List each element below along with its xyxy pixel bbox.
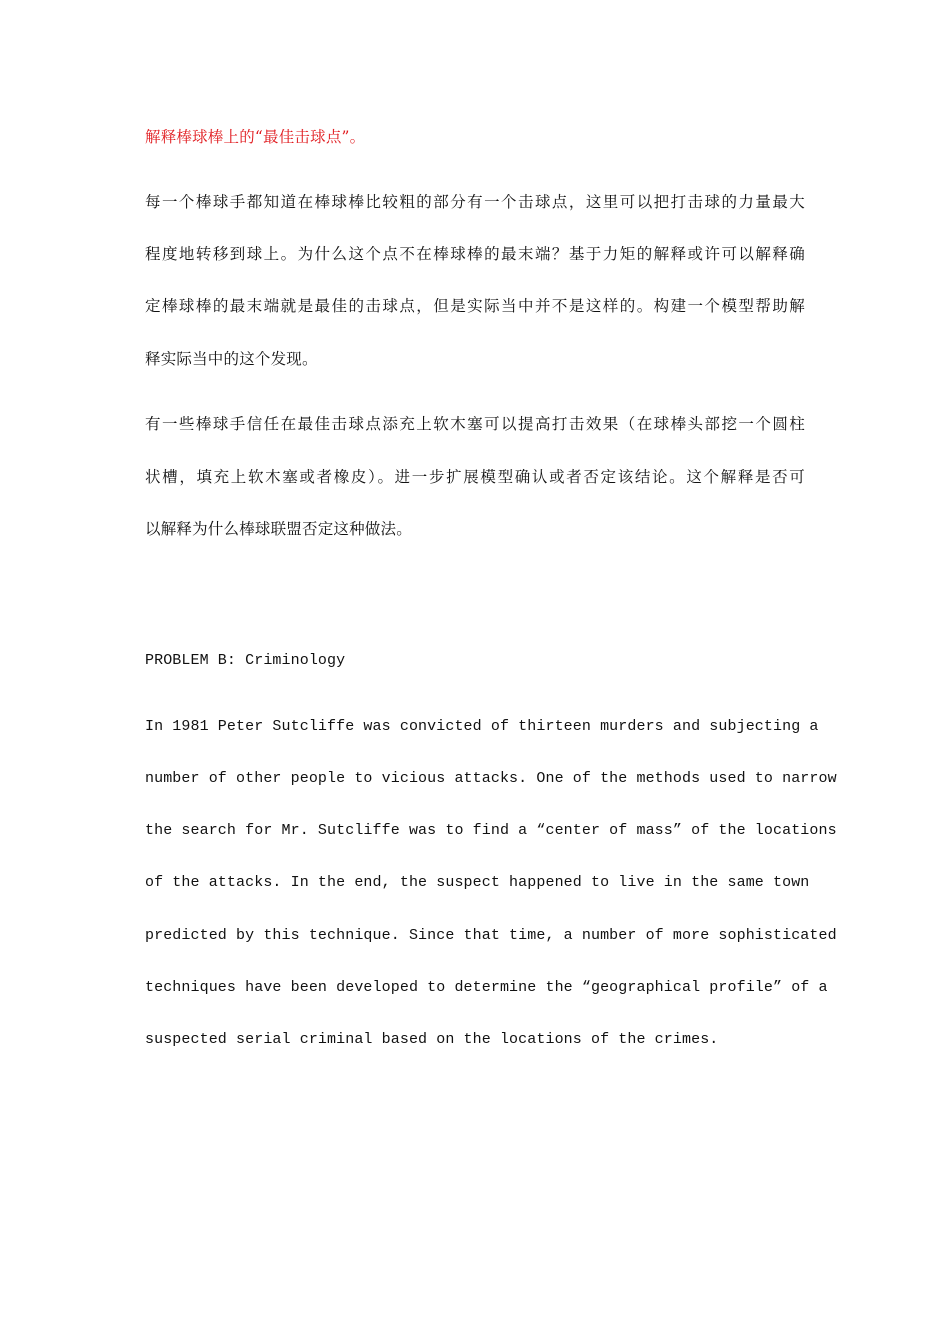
problem-b-line-5: predicted by this technique. Since that time, a number of more sophisticated bbox=[145, 927, 837, 944]
problem-b-line-2: number of other people to vicious attacks. One of the methods used to narrow bbox=[145, 770, 837, 787]
problem-b-line-6: techniques have been developed to determine the “geographical profile” of a bbox=[145, 979, 828, 996]
problem-b-line-4: of the attacks. In the end, the suspect happened to live in the same town bbox=[145, 874, 810, 891]
problem-a-para2-line-2: 状槽，填充上软木塞或者橡皮）。进一步扩展模型确认或者否定该结论。这个解释是否可 bbox=[145, 468, 805, 486]
problem-b-line-7: suspected serial criminal based on the locations of the crimes. bbox=[145, 1031, 719, 1048]
problem-b-line-3: the search for Mr. Sutcliffe was to find a “center of mass” of the locations bbox=[145, 822, 837, 839]
problem-b-heading: PROBLEM B: Criminology bbox=[145, 652, 346, 669]
problem-a-para1-line-4: 释实际当中的这个发现。 bbox=[145, 350, 318, 368]
problem-a-title: 解释棒球棒上的“最佳击球点”。 bbox=[145, 128, 366, 146]
problem-b-line-1: In 1981 Peter Sutcliffe was convicted of thirteen murders and subjecting a bbox=[145, 718, 819, 735]
problem-a-para2-line-3: 以解释为什么棒球联盟否定这种做法。 bbox=[145, 520, 412, 538]
problem-a-para1-line-1: 每一个棒球手都知道在棒球棒比较粗的部分有一个击球点，这里可以把打击球的力量最大 bbox=[145, 193, 805, 211]
problem-a-para1-line-3: 定棒球棒的最末端就是最佳的击球点，但是实际当中并不是这样的。构建一个模型帮助解 bbox=[145, 297, 805, 315]
problem-a-para2-line-1: 有一些棒球手信任在最佳击球点添充上软木塞可以提高打击效果（在球棒头部挖一个圆柱 bbox=[145, 415, 805, 433]
problem-a-para1-line-2: 程度地转移到球上。为什么这个点不在棒球棒的最末端？基于力矩的解释或许可以解释确 bbox=[145, 245, 805, 263]
